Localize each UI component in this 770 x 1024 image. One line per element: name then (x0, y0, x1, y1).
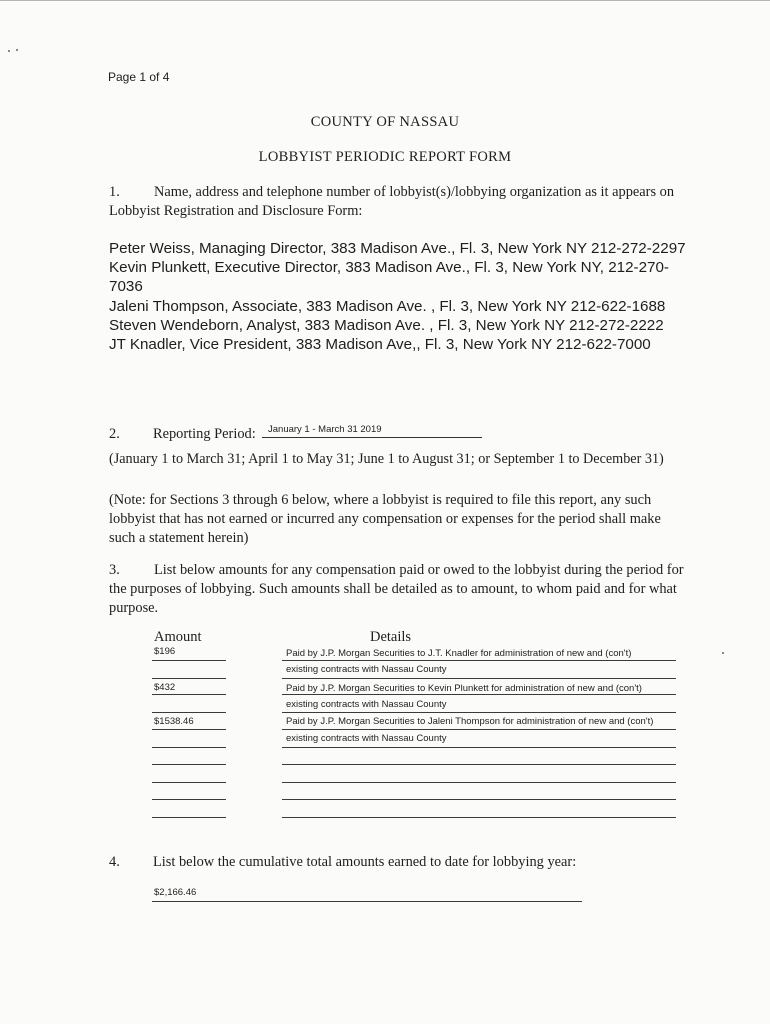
amount-rule (152, 678, 226, 679)
row-1-details-line-2: existing contracts with Nassau County (286, 664, 447, 675)
row-2-amount: $432 (154, 682, 176, 693)
details-rule (282, 747, 676, 748)
section-3-number: 3. (109, 562, 120, 578)
amount-column-header: Amount (154, 629, 202, 645)
scan-speck (722, 652, 724, 654)
scan-top-edge (0, 0, 770, 1)
amount-rule (152, 729, 226, 730)
reporting-period-options: (January 1 to March 31; April 1 to May 31; June 1 to August 31; or September 1 to December 31) (109, 451, 664, 467)
details-column-header: Details (370, 629, 412, 645)
details-rule (282, 694, 676, 695)
details-rule (282, 799, 676, 800)
section-1-text: Name, address and telephone number of lobbyist(s)/lobbying organization as it appears on Lobbyist Registration and Disclosure Form: (109, 184, 675, 219)
row-2-details-line-1: Paid by J.P. Morgan Securities to Kevin Plunkett for administration of new and (con't) (286, 683, 642, 694)
lobbyist-entry: Peter Weiss, Managing Director, 383 Madison Ave., Fl. 3, New York NY 212-272-2297 (109, 240, 686, 257)
row-1-amount: $196 (154, 646, 176, 657)
reporting-period-underline (262, 437, 482, 438)
cumulative-total-underline (152, 901, 582, 902)
section-3-text: List below amounts for any compensation paid or owed to the lobbyist during the period for the purposes of lobbying. Such amounts shall be detailed as to amount, to whom paid and for what purpose. (109, 562, 684, 616)
section-2-number: 2. (109, 426, 120, 442)
row-3-amount: $1538.46 (154, 716, 194, 727)
row-1-details-line-1: Paid by J.P. Morgan Securities to J.T. Knadler for administration of new and (con't) (286, 648, 632, 659)
cumulative-total-value: $2,166.46 (154, 887, 197, 898)
amount-rule (152, 747, 226, 748)
amount-rule (152, 712, 226, 713)
amount-rule (152, 799, 226, 800)
reporting-period-value: January 1 - March 31 2019 (268, 424, 382, 435)
details-rule (282, 729, 676, 730)
details-rule (282, 782, 676, 783)
scan-speck (8, 50, 10, 52)
details-rule (282, 817, 676, 818)
section-1-number: 1. (109, 184, 120, 200)
row-3-details-line-1: Paid by J.P. Morgan Securities to Jaleni Thompson for administration of new and (con't) (286, 716, 654, 727)
amount-rule (152, 764, 226, 765)
details-rule (282, 678, 676, 679)
note-text: (Note: for Sections 3 through 6 below, where a lobbyist is required to file this report, any such lobbyist that has not earned or incurred any compensation or expenses for the period shall make such a statement herein) (109, 492, 661, 546)
amount-rule (152, 694, 226, 695)
amount-rule (152, 817, 226, 818)
row-3-details-line-2: existing contracts with Nassau County (286, 733, 447, 744)
lobbyist-entry: Steven Wendeborn, Analyst, 383 Madison Ave. , Fl. 3, New York NY 212-272-2222 (109, 316, 664, 334)
amount-rule (152, 782, 226, 783)
amount-rule (152, 660, 226, 661)
details-rule (282, 712, 676, 713)
lobbyist-entry: JT Knadler, Vice President, 383 Madison Ave,, Fl. 3, New York NY 212-622-7000 (109, 336, 651, 354)
section-4-number: 4. (109, 854, 120, 870)
page-label: Page 1 of 4 (108, 70, 170, 84)
details-rule (282, 764, 676, 765)
form-county-title: COUNTY OF NASSAU (310, 114, 460, 130)
form-title: LOBBYIST PERIODIC REPORT FORM (258, 149, 512, 165)
lobbyist-entry: Jaleni Thompson, Associate, 383 Madison Ave. , Fl. 3, New York NY 212-622-1688 (109, 297, 666, 315)
scan-speck (16, 49, 18, 51)
row-2-details-line-2: existing contracts with Nassau County (286, 699, 447, 710)
reporting-period-label: Reporting Period: (153, 426, 256, 442)
section-4-text: List below the cumulative total amounts earned to date for lobbying year: (153, 854, 577, 870)
details-rule (282, 660, 676, 661)
lobbyist-entry: Kevin Plunkett, Executive Director, 383 Madison Ave., Fl. 3, New York NY, 212-270-7036 (109, 259, 669, 296)
lobbyist-list (109, 239, 699, 354)
